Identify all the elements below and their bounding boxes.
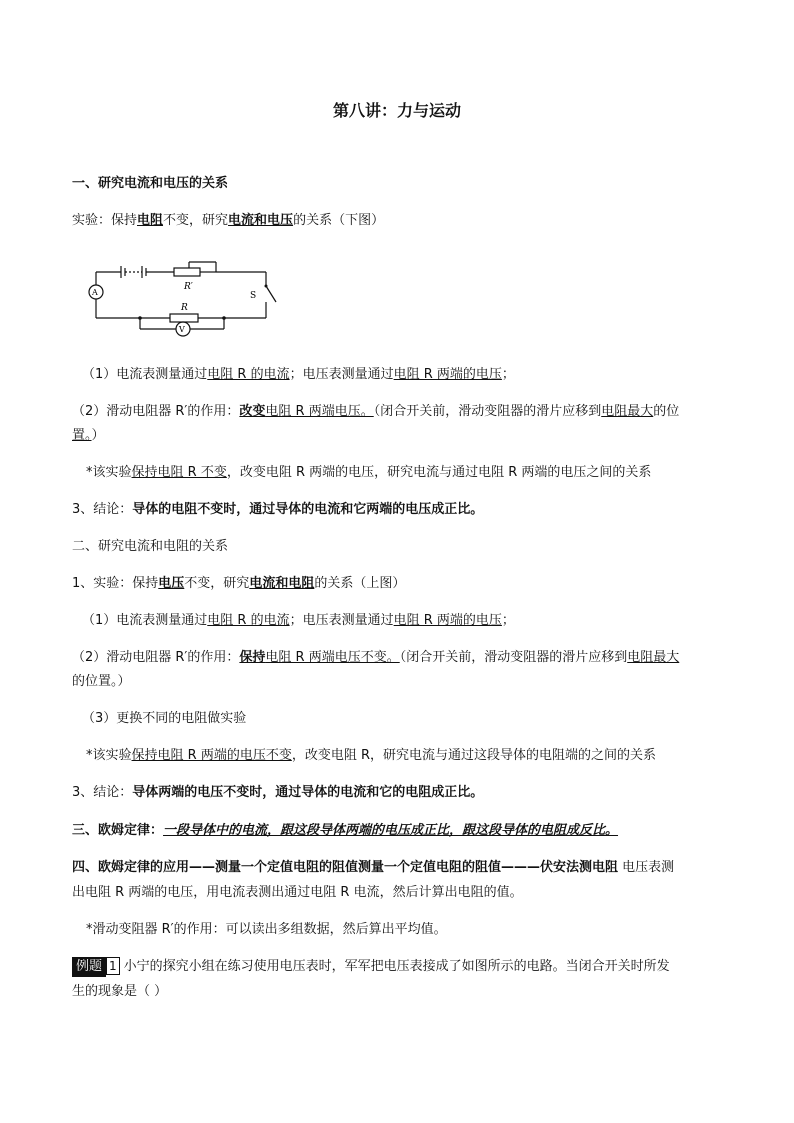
keyword: 电阻 bbox=[137, 213, 164, 228]
section-2-experiment bbox=[72, 571, 732, 597]
text: ，改变电阻 R 两端的电压，研究电流与通过电阻 R 两端的电压之间的关系 bbox=[226, 465, 652, 480]
keyword: 保持 bbox=[239, 650, 266, 665]
conclusion-text: 导体两端的电压不变时，通过导体的电流和它的电阻成正比。 bbox=[132, 785, 484, 800]
section-1-item-2-cont bbox=[72, 423, 732, 449]
underlined-text: 电阻 R 两端电压不变。 bbox=[265, 650, 400, 665]
keyword: 电流和电压 bbox=[228, 213, 294, 228]
text: 的关系（上图） bbox=[314, 576, 406, 591]
text: （2）滑动电阻器 R′的作用： bbox=[72, 650, 240, 665]
example-1-line-1 bbox=[72, 954, 732, 980]
example-text: 小宁的探究小组在练习使用电压表时，军军把电压表接成了如图所示的电路。当闭合开关时所发 bbox=[123, 959, 670, 974]
underlined-text: 置。 bbox=[72, 428, 92, 443]
ohms-law-statement: 一段导体中的电流，跟这段导体两端的电压成正比，跟这段导体的电阻成反比。 bbox=[163, 823, 619, 838]
underlined-text: 电阻最大 bbox=[601, 404, 654, 419]
switch-label: S bbox=[250, 291, 257, 301]
resistor-label: R bbox=[181, 303, 188, 313]
example-tag: 例题 bbox=[72, 957, 106, 977]
section-4-line-1 bbox=[72, 855, 732, 881]
ammeter-label: A bbox=[92, 288, 98, 297]
section-4-note: *滑动变阻器 R′的作用：可以读出多组数据，然后算出平均值。 bbox=[86, 922, 447, 937]
section-1-item-2 bbox=[72, 399, 732, 425]
text: ；电压表测量通过 bbox=[289, 613, 394, 628]
underlined-text: 电阻 R 两端的电压 bbox=[393, 613, 502, 628]
text: ，改变电阻 R，研究电流与通过这段导体的电阻端的之间的关系 bbox=[291, 748, 656, 763]
text: 3、结论： bbox=[72, 502, 133, 517]
section-1-heading: 一、研究电流和电压的关系 bbox=[72, 176, 229, 191]
text: *该实验 bbox=[86, 465, 132, 480]
section-1-note bbox=[86, 460, 746, 486]
underlined-text: 保持电阻 R 两端的电压不变 bbox=[131, 748, 292, 763]
underlined-text: 保持电阻 R 不变 bbox=[131, 465, 227, 480]
section-1-item-1 bbox=[82, 362, 742, 388]
text: （闭合开关前，滑动变阻器的滑片应移到 bbox=[399, 650, 628, 665]
keyword: 改变 bbox=[239, 404, 266, 419]
section-2-note bbox=[86, 743, 746, 769]
rheostat-label: R′ bbox=[184, 282, 193, 292]
circuit-diagram bbox=[78, 258, 283, 344]
section-4-label: 四、欧姆定律的应用——测量一个定值电阻的阻值测量一个定值电阻的阻值———伏安法测电阻 bbox=[72, 860, 619, 875]
keyword: 电压 bbox=[158, 576, 185, 591]
underlined-text: 电阻 R 的电流 bbox=[207, 367, 290, 382]
text: 实验：保持 bbox=[72, 213, 138, 228]
section-2-item-2-cont: 的位置。） bbox=[72, 674, 131, 689]
text: 的位 bbox=[653, 404, 680, 419]
text: ；电压表测量通过 bbox=[289, 367, 394, 382]
text: ； bbox=[501, 367, 515, 382]
resistor bbox=[170, 314, 198, 322]
text: （2）滑动电阻器 R′的作用： bbox=[72, 404, 240, 419]
rheostat bbox=[174, 268, 200, 276]
keyword: 电流和电阻 bbox=[249, 576, 315, 591]
text: 1、实验：保持 bbox=[72, 576, 159, 591]
text: 电压表测 bbox=[618, 860, 675, 875]
text: *该实验 bbox=[86, 748, 132, 763]
text: ； bbox=[501, 613, 515, 628]
text: （1）电流表测量通过 bbox=[82, 367, 208, 382]
switch-blade bbox=[266, 286, 276, 302]
section-2-conclusion bbox=[72, 780, 732, 806]
example-1-line-2: 生的现象是（ ） bbox=[72, 984, 168, 999]
section-2-item-1 bbox=[82, 608, 742, 634]
page-title: 第八讲：力与运动 bbox=[332, 101, 461, 120]
text: （闭合开关前，滑动变阻器的滑片应移到 bbox=[373, 404, 602, 419]
section-2-item-3: （3）更换不同的电阻做实验 bbox=[82, 711, 247, 726]
example-number: 1 bbox=[106, 957, 120, 975]
underlined-text: 电阻 R 两端电压。 bbox=[265, 404, 374, 419]
text: 的关系（下图） bbox=[293, 213, 385, 228]
section-3-label: 三、欧姆定律： bbox=[72, 823, 164, 838]
underlined-text: 电阻最大 bbox=[627, 650, 680, 665]
text: 不变，研究 bbox=[184, 576, 250, 591]
section-1-experiment bbox=[72, 208, 732, 234]
section-2-heading: 二、研究电流和电阻的关系 bbox=[72, 539, 229, 554]
section-3-ohms-law bbox=[72, 818, 732, 844]
text: 3、结论： bbox=[72, 785, 133, 800]
text: 不变，研究 bbox=[163, 213, 229, 228]
section-4-line-2: 出电阻 R 两端的电压，用电流表测出通过电阻 R 电流，然后计算出电阻的值。 bbox=[72, 885, 523, 900]
underlined-text: 电阻 R 的电流 bbox=[207, 613, 290, 628]
section-2-item-2 bbox=[72, 645, 732, 671]
underlined-text: 电阻 R 两端的电压 bbox=[393, 367, 502, 382]
conclusion-text: 导体的电阻不变时，通过导体的电流和它两端的电压成正比。 bbox=[132, 502, 484, 517]
text: ） bbox=[91, 428, 105, 443]
section-1-conclusion bbox=[72, 497, 732, 523]
text: （1）电流表测量通过 bbox=[82, 613, 208, 628]
voltmeter-label: V bbox=[179, 325, 185, 334]
